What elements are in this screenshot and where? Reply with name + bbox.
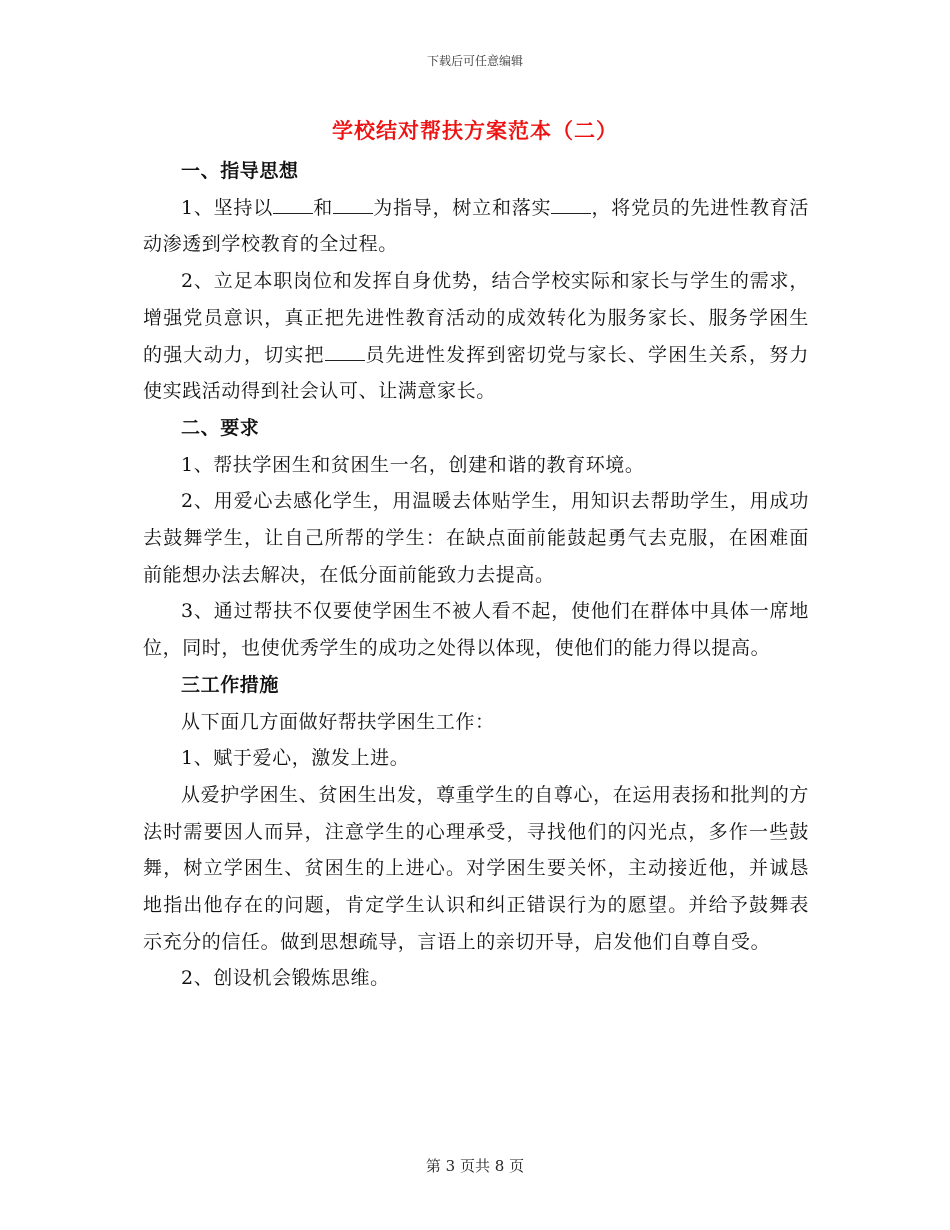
paragraph: 2、创设机会锻炼思维。 [181,967,390,990]
section-heading-guiding-ideology: 一、指导思想 [181,160,299,182]
fill-blank [333,191,373,214]
document-title: 学校结对帮扶方案范本（二） [332,118,618,143]
paragraph: 2、用爱心去感化学生，用温暖去体贴学生，用知识去帮助学生，用成功去鼓舞学生，让自己所帮的学生：在缺点面前能鼓起勇气去克服，在困难面前能想办法去解决，在低分面前能致力去提高。 [143,490,809,586]
text-span: ，将党员的先进性教育活动渗透到学校教育的全过程。 [143,196,810,256]
fill-blank [551,191,591,214]
text-span: 员先进性发挥到密切党与家长、学困生关系，努力使实践活动得到社会认可、让满意家长。 [143,343,810,403]
paragraph: 从爱护学困生、贫困生出发，尊重学生的自尊心，在运用表扬和批判的方法时需要因人而异，注意学生的心理承受，寻找他们的闪光点，多作一些鼓舞，树立学困生、贫困生的上进心。对学困生要关怀，主动接近他，并诚恳地指出他存在的问题，肯定学生认识和纠正错误行为的愿望。并给予鼓舞表示充分的信任。做到思想疏导，言语上的亲切开导，启发他们自尊自受。 [143,783,809,953]
text-span: 2、立足本职岗位和发挥自身优势，结合学校实际和家长与学生的需求，增强党员意识，真正把先进性教育活动的成效转化为服务家长、服务学困生的强大动力，切实把 [143,270,809,366]
page-number: 第 3 页共 8 页 [425,1157,525,1175]
text-span: 为指导，树立和落实 [373,196,552,219]
paragraph: 1、赋于爱心，激发上进。 [181,747,410,770]
text-span: 1、坚持以 [181,196,274,219]
paragraph: 从下面几方面做好帮扶学困生工作： [181,710,495,733]
section-heading-requirements: 二、要求 [181,416,260,439]
document-body [143,153,809,997]
section-heading-work-measures: 三工作措施 [181,673,280,696]
paragraph [143,190,809,263]
fill-blank [273,191,313,214]
page-header-note: 下载后可任意编辑 [426,54,523,68]
paragraph: 1、帮扶学困生和贫困生一名，创建和谐的教育环境。 [181,453,645,476]
paragraph: 3、通过帮扶不仅要使学困生不被人看不起，使他们在群体中具体一席地位，同时，也使优秀学生的成功之处得以体现，使他们的能力得以提高。 [143,600,809,660]
text-span: 和 [313,196,334,219]
fill-blank [325,338,365,361]
paragraph [143,263,809,410]
